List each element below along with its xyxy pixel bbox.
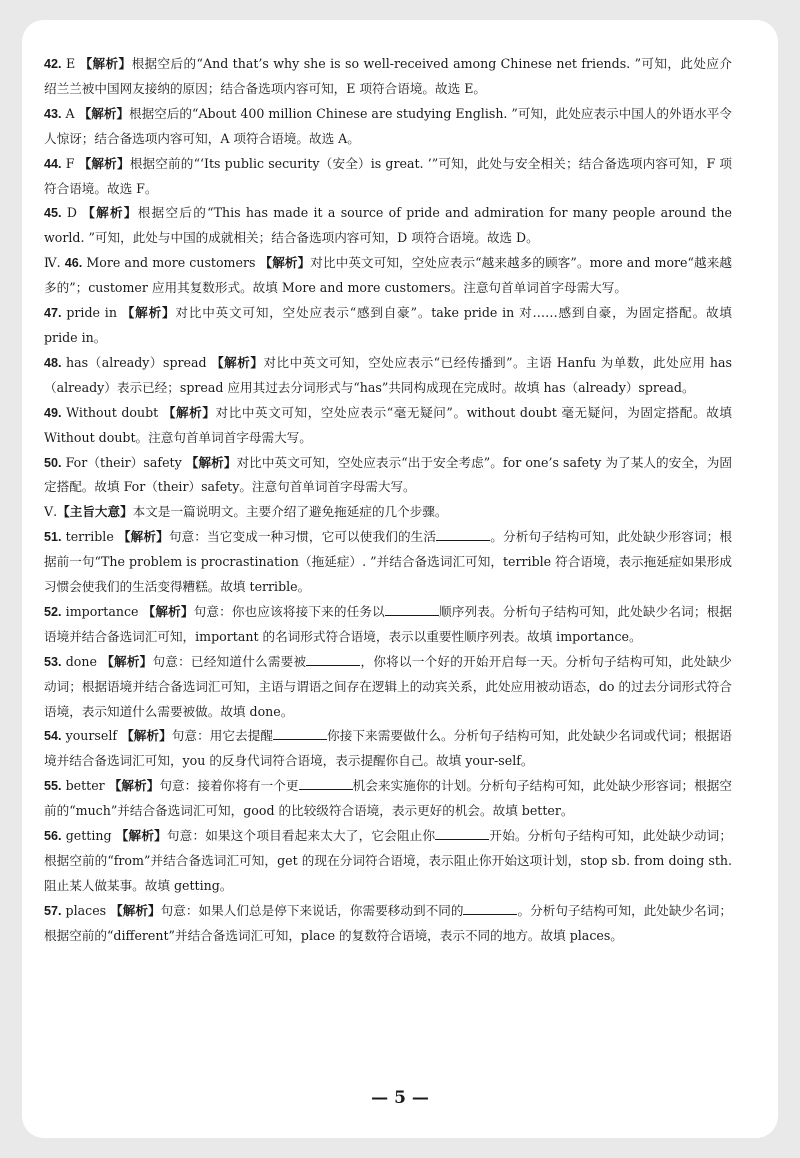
- entry-46: [44, 251, 732, 301]
- analysis-label: 【解析】: [142, 603, 194, 619]
- question-number: 46.: [64, 256, 83, 271]
- entry-48: [44, 351, 732, 401]
- question-number: 47.: [44, 306, 62, 321]
- analysis-label: 【解析】: [110, 902, 161, 918]
- question-number: 44.: [44, 156, 62, 171]
- answer: done: [65, 653, 97, 669]
- entry-47: [44, 301, 732, 351]
- explanation-part: 句意：如果人们总是停下来说话，你需要移动到不同的: [160, 902, 464, 918]
- entry-49: [44, 401, 732, 451]
- fill-blank: [436, 526, 490, 541]
- summary-label: 【主旨大意】: [57, 504, 133, 520]
- explanation: 对比中英文可知，空处应表示“已经传播到”。主语 Hanfu 为单数，此处应用 has（already）表示已经；spread 应用其过去分词形式与“has”共同构成现在完成时。故填 has（already）spread。: [44, 354, 733, 395]
- question-number: 55.: [44, 779, 62, 794]
- analysis-label: 【解析】: [108, 778, 160, 794]
- answer: For（their）safety: [65, 454, 182, 470]
- question-number: 52.: [44, 604, 62, 619]
- question-number: 53.: [44, 654, 62, 669]
- analysis-label: 【解析】: [162, 404, 216, 420]
- analysis-label: 【解析】: [121, 305, 176, 321]
- question-number: 50.: [44, 455, 62, 470]
- analysis-label: 【解析】: [117, 529, 169, 545]
- entry-57: [44, 899, 732, 949]
- answer: F: [65, 155, 75, 171]
- entry-53: [44, 650, 732, 725]
- entry-51: [44, 525, 732, 600]
- explanation: 对比中英文可知，空处应表示“毫无疑问”。without doubt 毫无疑问，为固定搭配。故填 Without doubt。注意句首单词首字母需大写。: [44, 404, 733, 445]
- analysis-label: 【解析】: [211, 354, 264, 370]
- explanation-part: 句意：当它变成一种习惯，它可以使我们的生活: [168, 529, 437, 545]
- explanation-part: 你接下来需要做什么。分析句子结构可知，此处缺少名词或代词；根据语境并结合备选词汇可知，you 的反身代词符合语境，表示提醒你自己。故填 your-self。: [44, 728, 733, 769]
- explanation-part: 句意：已经知道什么需要被: [152, 653, 307, 669]
- analysis-label: 【解析】: [121, 728, 172, 744]
- explanation-part: 。分析句子结构可知，此处缺少形容词；根据前一句“The problem is procrastination（拖延症）. ”并结合备选词汇可知，terrible 符合语境，表示拖延症如果形成习惯会使我们的生活变得糟糕。故填 terrible。: [44, 529, 732, 595]
- answer: More and more customers: [86, 255, 256, 271]
- section-numeral: Ⅴ.: [44, 504, 58, 520]
- answer: getting: [65, 828, 112, 844]
- question-number: 56.: [44, 829, 62, 844]
- answer: places: [65, 902, 107, 918]
- explanation-part: 顺序列表。分析句子结构可知，此处缺少名词；根据语境并结合备选词汇可知，important 的名词形式符合语境，表示以重要性顺序列表。故填 importance。: [44, 603, 732, 644]
- explanation-part: 句意：用它去提醒: [171, 728, 274, 744]
- explanation-part: 句意：如果这个项目看起来太大了，它会阻止你: [166, 828, 436, 844]
- entry-54: [44, 724, 732, 774]
- page-number: — 5 —: [371, 1088, 429, 1108]
- answer: terrible: [65, 529, 114, 545]
- explanation-part: 。分析句子结构可知，此处缺少名词；根据空前的“different”并结合备选词汇可知，place 的复数符合语境，表示不同的地方。故填 places。: [44, 902, 732, 943]
- analysis-label: 【解析】: [185, 454, 237, 470]
- fill-blank: [385, 601, 439, 616]
- explanation-part: 开始。分析句子结构可知，此处缺少动词；根据空前的“from”并结合备选词汇可知，get 的现在分词符合语境，表示阻止你开始这项计划，stop sb. from doing sth. 阻止某人做某事。故填 getting。: [44, 828, 733, 893]
- entry-50: [44, 451, 732, 501]
- analysis-label: 【解析】: [78, 105, 130, 121]
- explanation-part: ，你将以一个好的开始开启每一天。分析句子结构可知，此处缺少动词；根据语境并结合备选词汇可知，主语与谓语之间存在逻辑上的动宾关系，此处应用被动语态，do 的过去分词形式符合语境，表示知道什么需要被做。故填 done。: [44, 653, 733, 719]
- answer: has（already）spread: [66, 354, 207, 370]
- answer: Without doubt: [66, 404, 159, 420]
- question-number: 51.: [44, 530, 62, 545]
- analysis-label: 【解析】: [78, 155, 130, 171]
- entry-43: [44, 102, 732, 152]
- explanation: 根据空后的“This has made it a source of pride and admiration for many people around the world. ”可知，此处与中国的成就相关；结合备选项内容可知，D 项符合语境。故选 D。: [44, 205, 732, 246]
- analysis-label: 【解析】: [101, 653, 153, 669]
- answer: D: [66, 205, 77, 221]
- explanation-part: 句意：接着你将有一个更: [159, 778, 299, 794]
- fill-blank: [273, 725, 327, 740]
- analysis-label: 【解析】: [115, 828, 167, 844]
- analysis-label: 【解析】: [259, 255, 311, 271]
- question-number: 57.: [44, 903, 62, 918]
- explanation: 根据空前的“‘Its public security（安全）is great. ’”可知，此处与安全相关；结合备选项内容可知，F 项符合语境。故选 F。: [44, 155, 732, 196]
- question-number: 43.: [44, 106, 62, 121]
- question-number: 49.: [44, 405, 62, 420]
- explanation: 对比中英文可知，空处应表示“越来越多的顾客”。more and more“越来越多的”；customer 应用其复数形式。故填 More and more customers。注意句首单词首字母需大写。: [44, 255, 732, 296]
- explanation: 根据空后的“And that’s why she is so well-received among Chinese net friends. ”可知，此处应介绍兰兰被中国网友接纳的原因；结合备选项内容可知，E 项符合语境。故选 E。: [44, 56, 733, 96]
- question-number: 45.: [44, 206, 62, 221]
- question-number: 42.: [44, 57, 62, 71]
- entry-42: [44, 52, 732, 102]
- explanation: 根据空后的“About 400 million Chinese are studying English. ”可知，此处应表示中国人的外语水平令人惊讶；结合备选项内容可知，A 项符合语境。故选 A。: [44, 105, 732, 146]
- answer: importance: [65, 603, 139, 619]
- fill-blank: [299, 775, 353, 790]
- answer-content: [44, 52, 732, 949]
- explanation: 对比中英文可知，空处应表示“感到自豪”。take pride in 对……感到自豪，为固定搭配。故填 pride in。: [44, 305, 732, 345]
- section-numeral: Ⅳ.: [44, 255, 61, 271]
- analysis-label: 【解析】: [79, 56, 132, 71]
- answer: yourself: [65, 728, 118, 744]
- explanation: 对比中英文可知，空处应表示“出于安全考虑”。for one’s safety 为了某人的安全，为固定搭配。故填 For（their）safety。注意句首单词首字母需大写。: [44, 454, 733, 495]
- analysis-label: 【解析】: [82, 205, 138, 221]
- summary-text: 本文是一篇说明文。主要介绍了避免拖延症的几个步骤。: [132, 504, 448, 520]
- explanation-part: 句意：你也应该将接下来的任务以: [193, 603, 385, 619]
- entry-56: [44, 824, 732, 899]
- fill-blank: [463, 900, 517, 915]
- answer: better: [65, 778, 105, 794]
- explanation-part: 机会来实施你的计划。分析句子结构可知，此处缺少形容词；根据空前的“much”并结合备选词汇可知，good 的比较级符合语境，表示更好的机会。故填 better。: [44, 778, 733, 819]
- fill-blank: [435, 825, 489, 840]
- answer: A: [65, 105, 75, 121]
- entry-55: [44, 774, 732, 824]
- answer: pride in: [66, 305, 117, 321]
- section-v-summary: [44, 500, 732, 525]
- answer: E: [65, 56, 76, 71]
- fill-blank: [306, 651, 360, 666]
- entry-44: [44, 152, 732, 202]
- entry-52: [44, 600, 732, 650]
- question-number: 54.: [44, 729, 62, 744]
- question-number: 48.: [44, 355, 62, 370]
- entry-45: [44, 201, 732, 251]
